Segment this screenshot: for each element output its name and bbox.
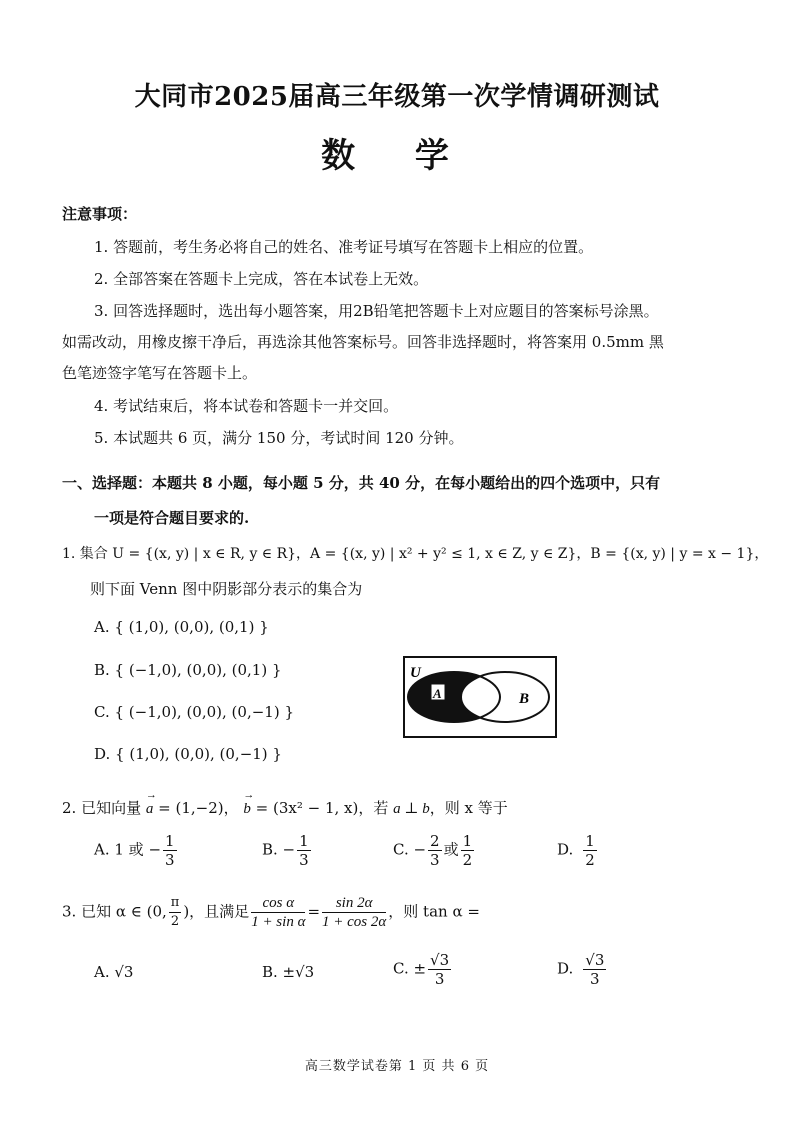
notice-item-5: 5. 本试题共 6 页，满分 150 分，考试时间 120 分钟。 bbox=[94, 429, 464, 447]
q3-fraction-1-denominator: 1 + sin α bbox=[251, 914, 306, 930]
q2-option-b-fraction bbox=[297, 832, 311, 869]
notice-item-3-cont2: 色笔迹签字笔写在答题卡上。 bbox=[62, 364, 258, 382]
q2-option-c-denominator-1: 3 bbox=[430, 851, 440, 869]
notice-heading: 注意事项： bbox=[62, 205, 138, 223]
q2-option-b-numerator: 1 bbox=[299, 832, 309, 850]
q2-option-c-fraction-2 bbox=[461, 832, 475, 869]
q2-option-c-numerator-2: 1 bbox=[462, 832, 473, 850]
q2-stem bbox=[62, 797, 508, 818]
q1-option-a: A. { (1,0), (0,0), (0,1) } bbox=[94, 618, 269, 636]
q3-option-c-prefix: C. ± bbox=[393, 959, 427, 978]
q3-option-d-numerator: √3 bbox=[585, 951, 605, 969]
q2-option-b-prefix: B. − bbox=[262, 840, 296, 859]
q2-vector-a-value: = (1,−2)， bbox=[153, 799, 239, 817]
q3-pi-numerator: π bbox=[169, 894, 182, 913]
q3-fraction-2-numerator: sin 2α bbox=[322, 894, 386, 913]
q2-option-c-denominator-2: 2 bbox=[462, 851, 473, 869]
q3-option-d-fraction bbox=[583, 951, 606, 988]
notice-item-2: 2. 全部答案在答题卡上完成，答在本试卷上无效。 bbox=[94, 270, 429, 288]
q3-option-a: A. √3 bbox=[94, 963, 134, 981]
q1-option-d: D. { (1,0), (0,0), (0,−1) } bbox=[94, 745, 282, 763]
q2-option-d-denominator: 2 bbox=[585, 851, 595, 869]
exam-title: 大同市2025届高三年级第一次学情调研测试 bbox=[134, 82, 660, 112]
subject-title: 数 学 bbox=[321, 136, 473, 176]
section-heading-cont: 一项是符合题目要求的. bbox=[94, 509, 250, 527]
q2-option-d-prefix: D. bbox=[557, 840, 574, 859]
q3-option-c-fraction bbox=[428, 951, 451, 988]
q3-option-d bbox=[557, 951, 608, 988]
q2-option-a bbox=[94, 832, 179, 869]
q3-stem-end: ，则 tan α = bbox=[388, 902, 480, 921]
venn-label-b: B bbox=[519, 691, 530, 707]
q2-option-a-fraction bbox=[163, 832, 177, 869]
q2-perp-condition: a ⊥ b bbox=[393, 801, 430, 817]
q1-stem: 1. 集合 U = {(x, y) | x ∈ R, y ∈ R}，A = {(x, y) | x² + y² ≤ 1, x ∈ Z, y ∈ Z}，B = {(x, y) | y = x − 1}， bbox=[62, 546, 769, 562]
q3-stem bbox=[62, 894, 480, 931]
q2-option-c-numerator-1: 2 bbox=[430, 832, 440, 850]
q3-stem-text: 3. 已知 α ∈ (0, bbox=[62, 902, 167, 921]
page-footer: 高三数学试卷第 1 页 共 6 页 bbox=[304, 1059, 490, 1074]
q3-fraction-2-denominator: 1 + cos 2α bbox=[322, 914, 387, 930]
q3-option-c bbox=[393, 951, 453, 988]
q3-option-d-prefix: D. bbox=[557, 959, 574, 978]
q3-option-c-numerator: √3 bbox=[430, 951, 450, 969]
q2-option-c-or: 或 bbox=[443, 840, 459, 859]
q2-vector-b: → b bbox=[243, 801, 251, 818]
q3-fraction-2 bbox=[322, 894, 386, 931]
q2-option-c-fraction-1 bbox=[428, 832, 442, 869]
venn-diagram bbox=[398, 655, 560, 741]
q3-stem-condition: )，且满足 bbox=[183, 902, 250, 921]
q3-option-b: B. ±√3 bbox=[262, 963, 315, 981]
q2-stem-text: 2. 已知向量 bbox=[62, 799, 142, 817]
q3-option-d-denominator: 3 bbox=[590, 970, 600, 988]
q1-stem-cont: 则下面 Venn 图中阴影部分表示的集合为 bbox=[90, 580, 363, 598]
notice-item-4: 4. 考试结束后，将本试卷和答题卡一并交回。 bbox=[94, 397, 399, 415]
q2-option-a-numerator: 1 bbox=[165, 832, 175, 850]
q2-option-c bbox=[393, 832, 476, 869]
q2-stem-end: ，则 x 等于 bbox=[429, 799, 508, 817]
notice-item-3: 3. 回答选择题时，选出每小题答案，用2B铅笔把答题卡上对应题目的答案标号涂黑。 bbox=[94, 302, 659, 320]
q3-pi-fraction bbox=[169, 894, 182, 931]
q2-option-d-fraction bbox=[583, 832, 597, 869]
notice-item-1: 1. 答题前，考生务必将自己的姓名、准考证号填写在答题卡上相应的位置。 bbox=[94, 238, 594, 256]
q1-option-b: B. { (−1,0), (0,0), (0,1) } bbox=[94, 661, 282, 679]
q1-option-c: C. { (−1,0), (0,0), (0,−1) } bbox=[94, 703, 294, 721]
q3-fraction-1 bbox=[251, 894, 305, 931]
q2-option-b-denominator: 3 bbox=[299, 851, 309, 869]
q3-pi-denominator: 2 bbox=[170, 914, 180, 929]
venn-label-u: U bbox=[410, 665, 421, 681]
notice-item-3-cont: 如需改动，用橡皮擦干净后，再选涂其他答案标号。回答非选择题时，将答案用 0.5mm 黑 bbox=[62, 333, 664, 351]
q3-equals: = bbox=[307, 902, 321, 921]
q2-vector-b-value: = (3x² − 1, x)，若 bbox=[250, 799, 389, 817]
venn-label-a: A bbox=[433, 686, 442, 701]
q2-option-a-denominator: 3 bbox=[165, 851, 175, 869]
q3-fraction-1-numerator: cos α bbox=[251, 894, 305, 913]
q3-option-c-denominator: 3 bbox=[434, 970, 445, 988]
q2-option-d-numerator: 1 bbox=[585, 832, 595, 850]
q2-option-b bbox=[262, 832, 313, 869]
q2-option-d bbox=[557, 832, 599, 869]
q2-option-a-prefix: A. 1 或 − bbox=[94, 840, 162, 859]
section-heading: 一、选择题：本题共 8 小题，每小题 5 分，共 40 分，在每小题给出的四个选项中，只有 bbox=[62, 474, 661, 492]
q2-option-c-prefix: C. − bbox=[393, 840, 427, 859]
q2-vector-a: → a bbox=[146, 801, 154, 818]
